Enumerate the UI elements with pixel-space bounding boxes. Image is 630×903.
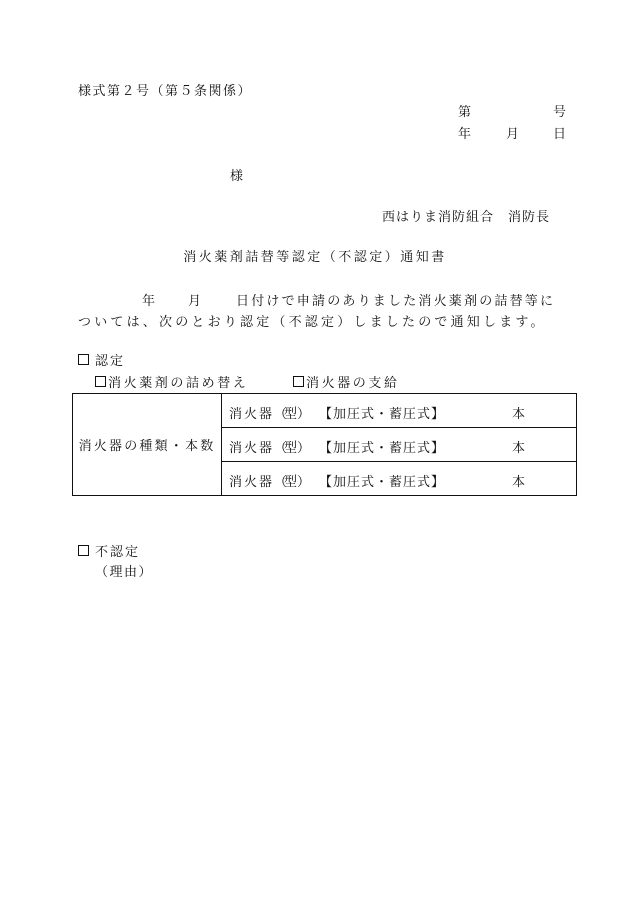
extinguisher-unit: 本 [512,475,526,490]
extinguisher-table [72,393,577,496]
extinguisher-unit: 本 [512,441,526,456]
extinguisher-kind: 【加圧式・蓄圧式】 [319,407,446,422]
extinguisher-unit: 本 [512,407,526,422]
document-title: 消火薬剤詰替等認定（不認定）通知書 [183,250,447,265]
table-row [73,394,577,428]
refill-label: 消火薬剤の詰め替え [108,376,249,391]
extinguisher-type: 型） [284,407,311,422]
table-cell [222,394,577,428]
extinguisher-name: 消火器（ [229,407,290,422]
reject-label: 不認定 [95,545,141,560]
body-year: 年 [142,294,159,309]
number-prefix: 第 [458,105,474,120]
table-cell [222,462,577,496]
extinguisher-type: 型） [284,441,311,456]
date-month: 月 [506,127,522,142]
refill-option[interactable] [95,372,248,391]
body-line-2: ついては、次のとおり認定（不認定）しましたので通知します。 [78,315,547,330]
date-day: 日 [552,127,568,142]
supply-checkbox[interactable] [293,376,304,387]
extinguisher-type: 型） [284,475,311,490]
body-line-1 [78,290,570,308]
supply-option[interactable] [293,372,400,391]
table-header-cell: 消火器の種類・本数 [73,394,222,496]
sender [382,206,550,225]
approve-label: 認定 [95,354,126,369]
extinguisher-name: 消火器（ [229,475,290,490]
table-cell [222,428,577,462]
extinguisher-kind: 【加圧式・蓄圧式】 [319,441,446,456]
approve-option[interactable] [78,350,125,369]
sender-organization: 西はりま消防組合 [381,210,494,225]
date-year: 年 [458,127,474,142]
extinguisher-name: 消火器（ [229,441,290,456]
rejection-reason-label: （理由） [95,565,154,580]
sender-title: 消防長 [507,210,550,225]
addressee-honorific: 様 [230,169,246,184]
body-month: 月 [188,294,205,309]
reject-checkbox[interactable] [78,545,89,556]
form-label: 様式第２号（第５条関係） [78,84,253,99]
number-suffix: 号 [552,105,568,120]
body-line-1-text: 日付けで申請のありました消火薬剤の詰替等に [236,294,556,309]
supply-label: 消火器の支給 [306,376,400,391]
document-date [458,123,568,142]
extinguisher-kind: 【加圧式・蓄圧式】 [319,475,446,490]
refill-checkbox[interactable] [95,376,106,387]
approve-checkbox[interactable] [78,354,89,365]
reject-option[interactable] [78,541,140,560]
